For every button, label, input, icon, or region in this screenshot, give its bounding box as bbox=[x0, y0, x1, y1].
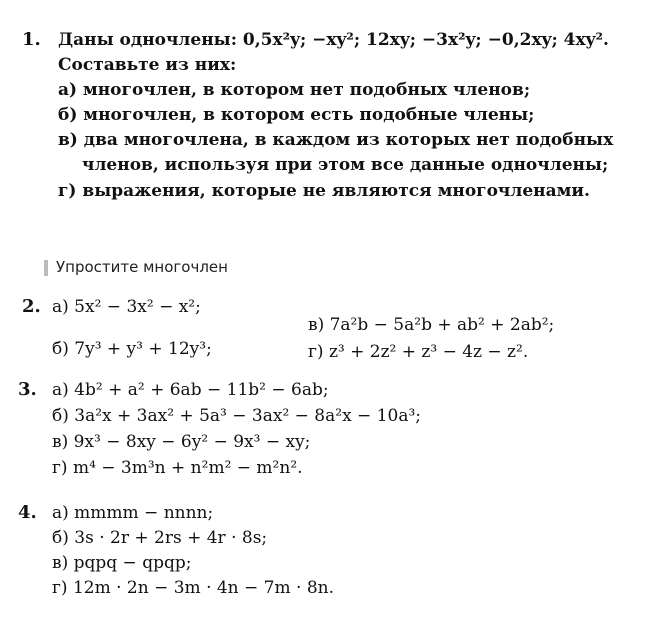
section-subtitle: Упростите многочлен bbox=[56, 258, 228, 276]
subtitle-marker bbox=[44, 260, 48, 276]
task4-item-c: в) pqpq − qpqp; bbox=[52, 553, 192, 573]
task2-item-a: а) 5x² − 3x² − x²; bbox=[52, 297, 201, 317]
task2-item-d: г) z³ + 2z² + z³ − 4z − z². bbox=[308, 342, 529, 362]
task4-number: 4. bbox=[18, 502, 37, 523]
task4-item-a: а) mmmm − nnnn; bbox=[52, 503, 214, 523]
task2-item-b: б) 7y³ + y³ + 12y³; bbox=[52, 339, 212, 359]
task1-number: 1. bbox=[22, 29, 41, 50]
task3-item-a: а) 4b² + a² + 6ab − 11b² − 6ab; bbox=[52, 380, 329, 400]
task4-item-b: б) 3s · 2r + 2rs + 4r · 8s; bbox=[52, 528, 268, 548]
task2-item-c: в) 7a²b − 5a²b + ab² + 2ab²; bbox=[308, 315, 555, 335]
task1-item-b: б) многочлен, в котором есть подобные члены; bbox=[58, 105, 535, 125]
task4-item-d: г) 12m · 2n − 3m · 4n − 7m · 8n. bbox=[52, 578, 335, 598]
task3-item-b: б) 3a²x + 3ax² + 5a³ − 3ax² − 8a²x − 10a³; bbox=[52, 406, 422, 426]
task2-number: 2. bbox=[22, 296, 41, 317]
task1-item-d: г) выражения, которые не являются многочленами. bbox=[58, 181, 590, 201]
task1-intro: Даны одночлены: 0,5x²y; −xy²; 12xy; −3x²y; −0,2xy; 4xy². bbox=[58, 30, 609, 50]
task3-number: 3. bbox=[18, 379, 37, 400]
task1-item-a: а) многочлен, в котором нет подобных членов; bbox=[58, 80, 531, 100]
task1-item-c-line2: членов, используя при этом все данные одночлены; bbox=[82, 155, 609, 175]
task3-item-c: в) 9x³ − 8xy − 6y² − 9x³ − xy; bbox=[52, 432, 311, 452]
task3-item-d: г) m⁴ − 3m³n + n²m² − m²n². bbox=[52, 458, 303, 478]
task1-item-c-line1: в) два многочлена, в каждом из которых нет подобных bbox=[58, 130, 614, 150]
task1-instruction: Составьте из них: bbox=[58, 55, 237, 75]
